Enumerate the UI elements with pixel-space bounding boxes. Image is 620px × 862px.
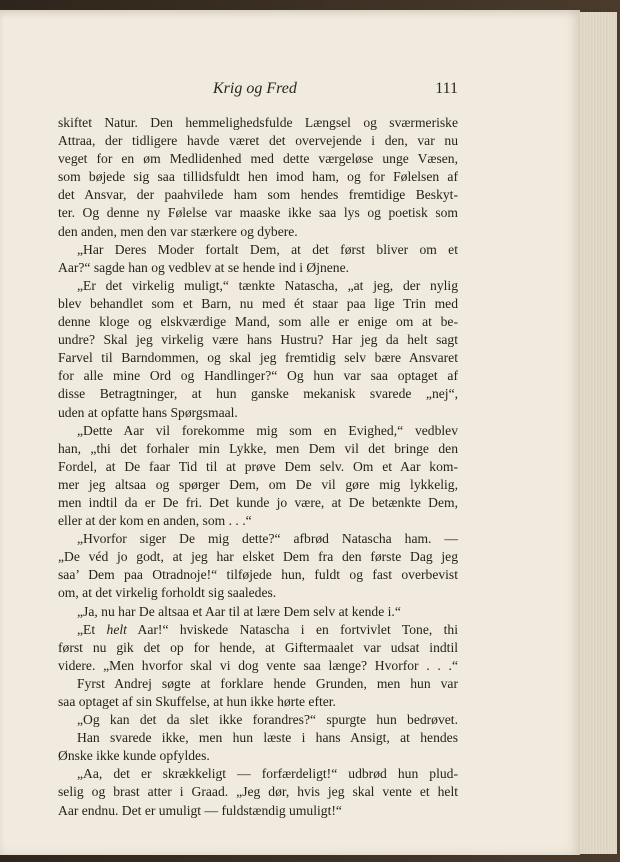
- text-line: denne kloge og elskværdige Mand, som alle er enige om at be-: [58, 314, 458, 330]
- text-line: han, „thi det forhaler min Lykke, men Dem vil det bringe den: [58, 440, 458, 456]
- page-header: [58, 80, 458, 102]
- text-line: mer jeg altsaa og spørger Dem, om De vil gøre mig lykkelig,: [58, 476, 458, 492]
- text-line: Fordel, at De faar Tid til at prøve Dem selv. Om et Aar kom-: [58, 458, 458, 474]
- text-line: „Er det virkelig muligt,“ tænkte Natascha, „at jeg, der nylig: [77, 277, 458, 293]
- text-line: Attraa, der tidligere havde været det overvejende i den, var nu: [58, 133, 458, 149]
- text-line: „De véd jo godt, at jeg har elsket Dem fra den første Dag jeg: [58, 549, 458, 565]
- text-line: Aar endnu. Det er umuligt — fuldstændig umuligt!“: [58, 802, 342, 818]
- text-line: Ønske ikke kunde opfyldes.: [58, 748, 210, 764]
- text-line: det Ansvar, der paahvilede ham som hendes fremtidige Beskyt-: [58, 187, 458, 203]
- body-text: [58, 114, 458, 820]
- text-line: men indtil da er De fri. Det kunde jo være, at De betænkte Dem,: [58, 494, 458, 510]
- text-line: disse Betragtninger, at hun ganske mekanisk svarede „nej“,: [58, 386, 458, 402]
- text-line: eller at der kom en anden, som . . .“: [58, 513, 252, 529]
- text-line: saa optaget af sin Skuffelse, at hun ikke hørte efter.: [58, 694, 336, 709]
- text-line: Farvel til Barndommen, og skal jeg fremtidig selv bære Ansvaret: [58, 350, 458, 366]
- text-line: for alle mine Ord og Handlinger?“ Og hun var saa optaget af: [58, 368, 458, 384]
- text-line: „Har Deres Moder fortalt Dem, at det først bliver om et: [77, 241, 458, 257]
- text-line: om, at det virkelig forholdt sig saaledes.: [58, 585, 277, 601]
- book-page: [0, 10, 580, 855]
- text-line: „Og kan det da slet ikke forandres?“ spurgte hun bedrøvet.: [77, 712, 458, 728]
- text-line: skiftet Natur. Den hemmelighedsfulde Længsel og sværmeriske: [58, 115, 458, 130]
- text-line: saa’ Dem paa Otradnoje!“ tilføjede hun, fuldt og fast overbevist: [58, 567, 458, 583]
- text-line: uden at opfatte hans Spørgsmaal.: [58, 404, 238, 420]
- text-line: „Aa, det er skrækkeligt — forfærdeligt!“ udbrød hun plud-: [77, 766, 458, 782]
- text-line: „Hvorfor siger De mig dette?“ afbrød Natascha ham. —: [77, 531, 458, 547]
- text-line: videre. „Men hvorfor skal vi dog vente saa længe? Hvorfor . . .“: [58, 657, 458, 673]
- text-line: Han svarede ikke, men hun læste i hans Ansigt, at hendes: [77, 730, 458, 746]
- text-line: „Et helt Aar!“ hviskede Natascha i en fortvivlet Tone, thi: [77, 621, 458, 637]
- text-line: „Ja, nu har De altsaa et Aar til at lære Dem selv at kende i.“: [77, 603, 401, 619]
- text-line: Aar?“ sagde han og vedblev at se hende ind i Øjnene.: [58, 259, 350, 275]
- text-line: „Dette Aar vil forekomme mig som en Evighed,“ vedblev: [77, 422, 458, 438]
- text-line: ter. Og denne ny Følelse var maaske ikke saa lys og poetisk som: [58, 205, 458, 221]
- text-line: blev behandlet som et Barn, nu med ét staar paa lige Trin med: [58, 295, 458, 311]
- page-number: 111: [435, 80, 458, 97]
- text-line: først nu gik det op for hende, at Giftermaalet var udsat indtil: [58, 639, 458, 655]
- running-title: Krig og Fred: [213, 80, 297, 97]
- text-line: den anden, men den var stærkere og dybere.: [58, 223, 298, 239]
- page-edges: [578, 12, 617, 854]
- text-line: undre? Skal jeg virkelig være hans Hustru? Har jeg da helt sagt: [58, 332, 458, 348]
- text-line: som bøjede sig saa tillidsfuldt hen imod ham, og for Følelsen af: [58, 169, 458, 185]
- text-line: selig og brast atter i Graad. „Jeg dør, hvis jeg skal vente et helt: [58, 784, 458, 800]
- text-line: Fyrst Andrej søgte at forklare hende Grunden, men hun var: [77, 675, 458, 691]
- text-line: veget for en øm Medlidenhed med dette værgeløse unge Væsen,: [58, 151, 458, 167]
